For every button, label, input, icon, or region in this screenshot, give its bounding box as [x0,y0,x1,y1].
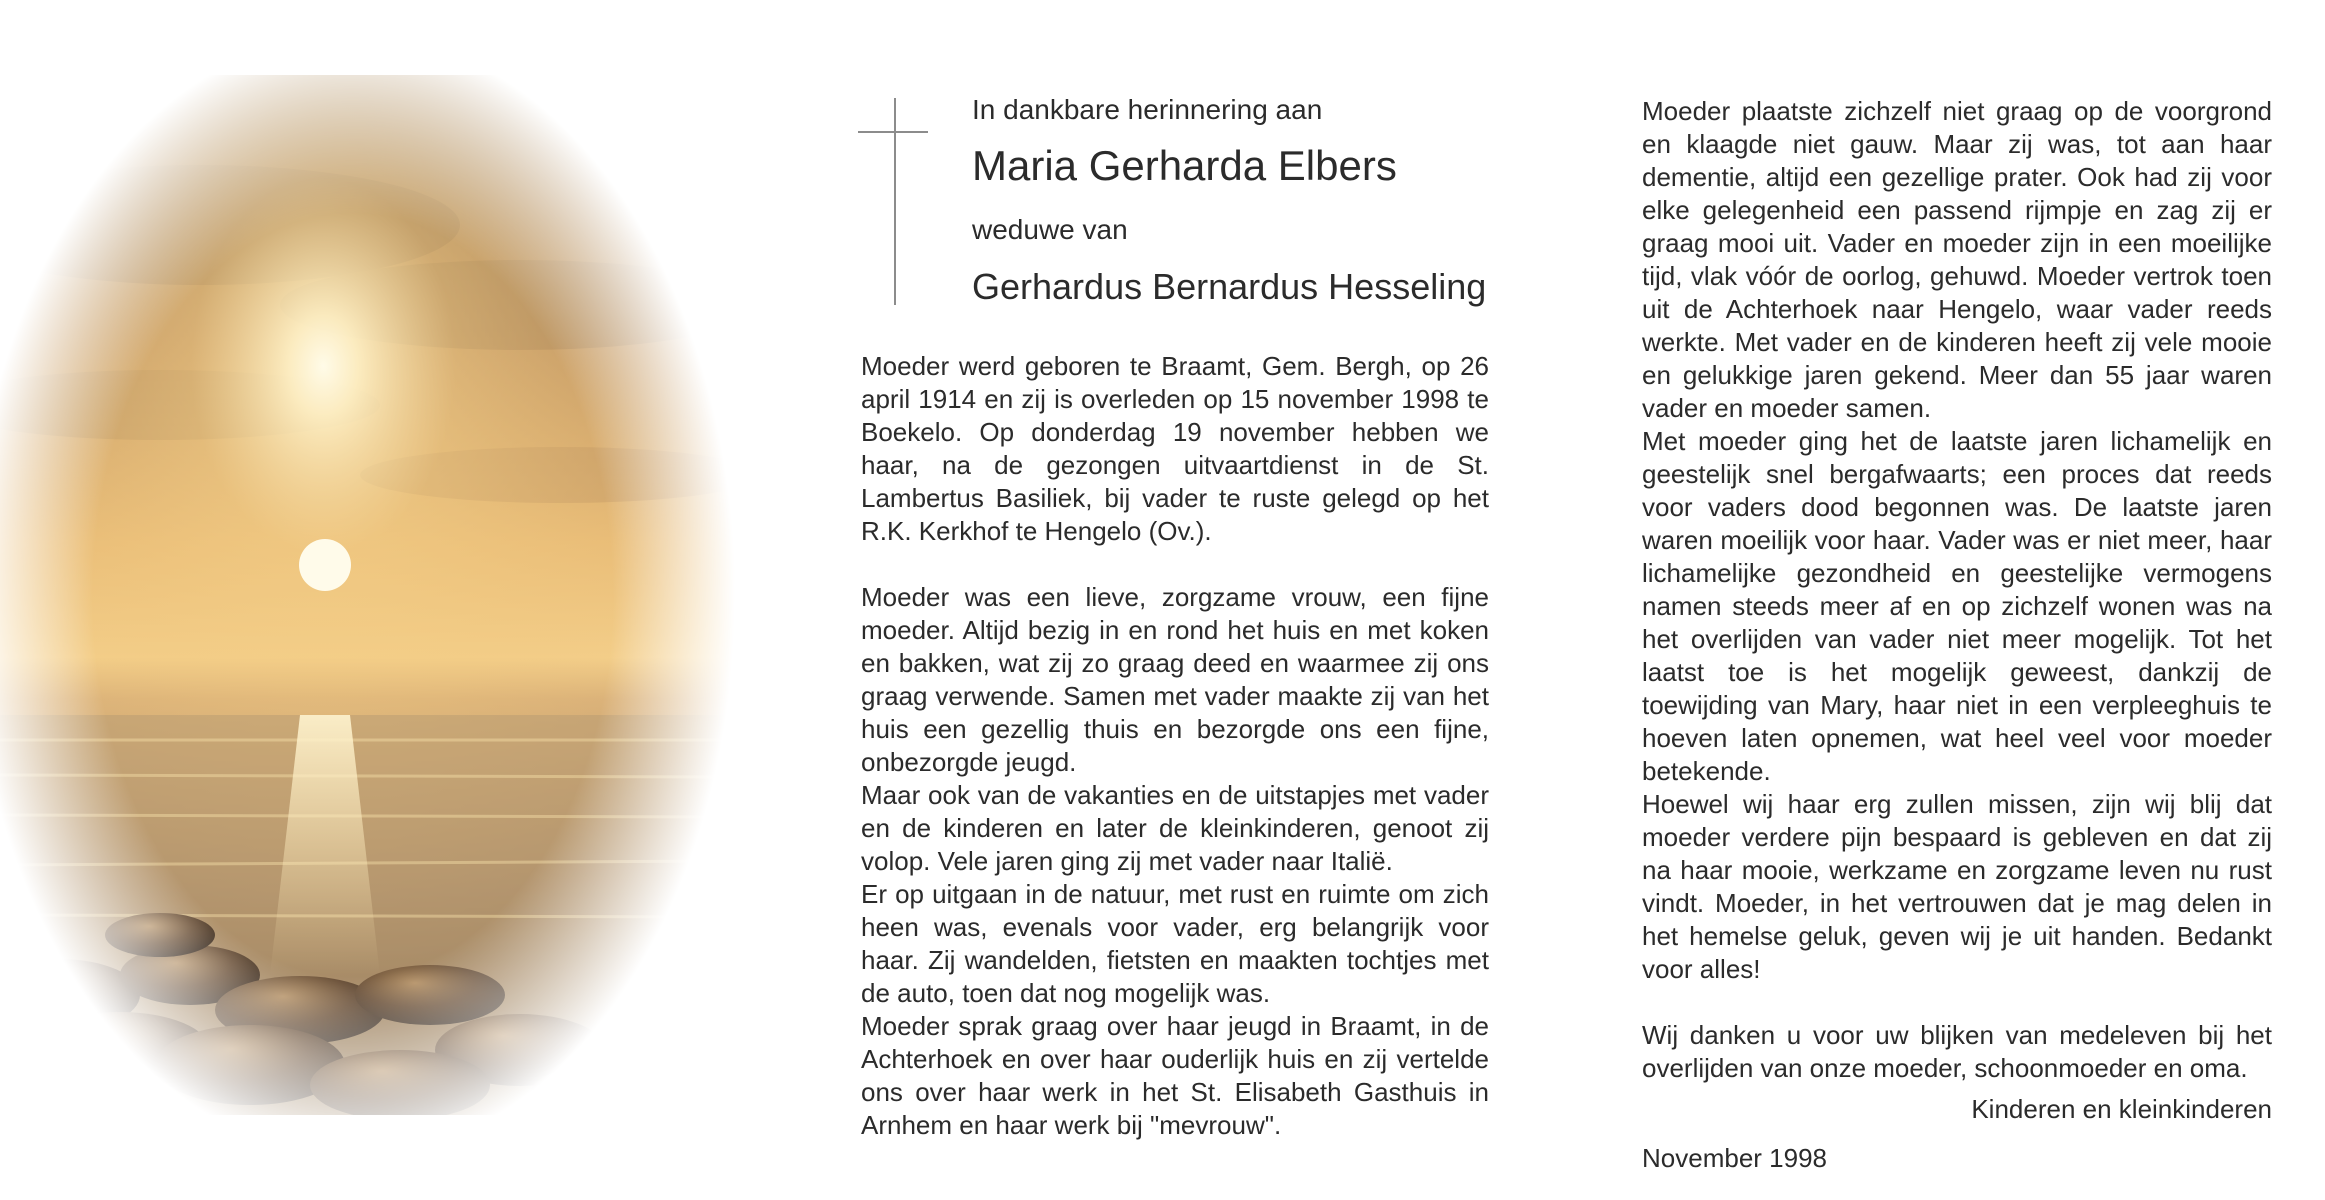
paragraph: Moeder plaatste zichzelf niet graag op de voorgrond en klaagde niet gauw. Maar zij was, tot aan haar dementie, altijd een gezellige prater. Ook had zij voor elke gelegenheid een passend rijmpje en zag zij er graag mooi uit. Vader en moeder zijn in een moeilijke tijd, vlak vóór de oorlog, gehuwd. Moeder vertrok toen uit de Achterhoek naar Hengelo, waar vader reeds werkte. Met vader en de kinderen heeft zij vele mooie en gelukkige jaren gekend. Meer dan 55 jaar waren vader en moeder samen. [1642,96,2272,423]
biography-column-right [1642,95,2272,1175]
paragraph: Met moeder ging het de laatste jaren lichamelijk en geestelijk snel bergafwaarts; een proces dat reeds voor vaders dood begonnen was. De laatste jaren waren moeilijk voor haar. Vader was er niet meer, haar lichamelijke gezondheid en geestelijke vermogens namen steeds meer af en op zichzelf wonen was na het overlijden van vader niet meer mogelijk. Tot het laatst toe is het mogelijk geweest, dankzij de toewijding van Mary, haar niet in een verpleeghuis te hoeven laten opnemen, wat heel veel voor moeder betekende. [1642,426,2272,786]
paragraph: Moeder was een lieve, zorgzame vrouw, een fijne moeder. Altijd bezig in en rond het huis en met koken en bakken, wat zij zo graag deed en waarmee zij ons graag verwende. Samen met vader maakte zij van het huis een gezellig thuis en bezorgde ons een fijne, onbezorgde jeugd. [861,582,1489,777]
spouse-name: Gerhardus Bernardus Hesseling [972,266,1487,307]
widow-of-line: weduwe van [972,214,1128,245]
deceased-name: Maria Gerharda Elbers [972,142,1397,189]
intro-line: In dankbare herinnering aan [972,94,1323,125]
thanks-paragraph: Wij danken u voor uw blijken van medeleven bij het overlijden van onze moeder, schoonmoeder en oma. [1642,1020,2272,1083]
paragraph: Moeder werd geboren te Braamt, Gem. Bergh, op 26 april 1914 en zij is overleden op 15 november 1998 te Boekelo. Op donderdag 19 november hebben we haar, na de gezongen uitvaartdienst in de St. Lambertus Basiliek, bij vader te ruste gelegd op het R.K. Kerkhof te Hengelo (Ov.). [861,351,1489,546]
sunset-photo [0,75,735,1115]
paragraph: Maar ook van de vakanties en de uitstapjes met vader en de kinderen en later de kleinkinderen, genoot zij volop. Vele jaren ging zij met vader naar Italië. [861,780,1489,876]
sun [299,539,351,591]
paragraph: Er op uitgaan in de natuur, met rust en ruimte om zich heen was, evenals voor vader, erg belangrijk voor haar. Zij wandelden, fietsten en maakten tochtjes met de auto, toen dat nog mogelijk was. [861,879,1489,1008]
biography-column-left [861,350,1489,1142]
paragraph: Hoewel wij haar erg zullen missen, zijn wij blij dat moeder verdere pijn bespaard is gebleven en dat zij na haar mooie, werkzame en zorgzame leven nu rust vindt. Moeder, in het vertrouwen dat je mag delen in het hemelse geluk, geven wij je uit handen. Bedankt voor alles! [1642,789,2272,984]
cross-icon [894,98,896,305]
cross-icon-bar [858,131,928,133]
sunset-illustration [0,75,735,1115]
paragraph: Moeder sprak graag over haar jeugd in Braamt, in de Achterhoek en over haar ouderlijk huis en zij vertelde ons over haar werk in het St. Elisabeth Gasthuis in Arnhem en haar werk bij "mevrouw". [861,1011,1489,1140]
memorial-header [972,90,1532,312]
signoff: Kinderen en kleinkinderen [1971,1094,2272,1124]
date: November 1998 [1642,1143,1827,1173]
